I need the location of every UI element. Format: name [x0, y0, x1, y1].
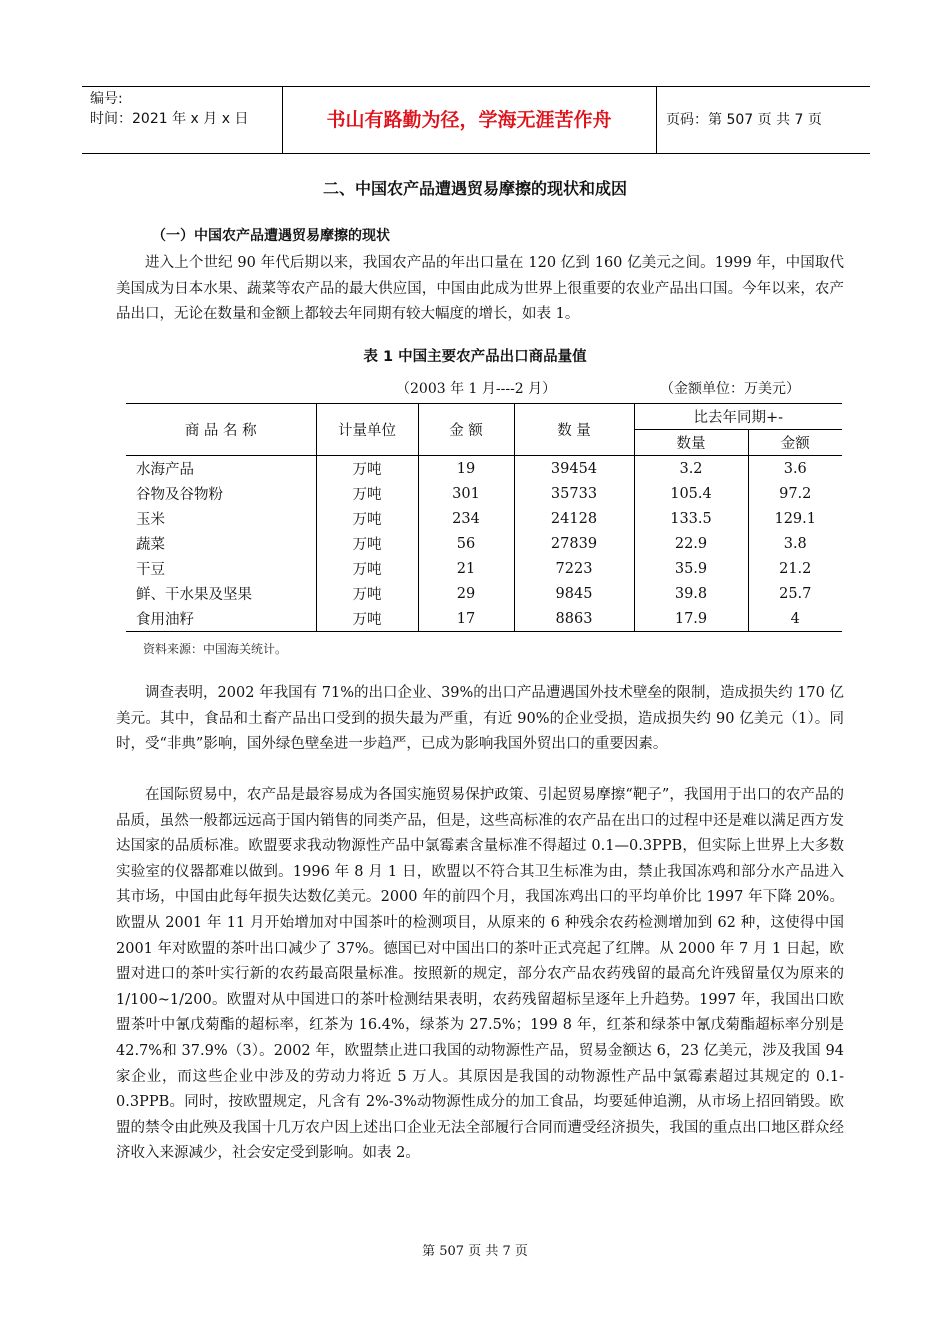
cell-name: 谷物及谷物粉	[126, 481, 316, 506]
header-page-info: 页码：第 507 页 共 7 页	[666, 112, 822, 128]
header-compare: 比去年同期+-	[634, 404, 842, 430]
cell-name: 食用油籽	[126, 606, 316, 632]
header-meta	[90, 89, 248, 129]
table-row	[126, 556, 842, 581]
cell-unit: 万吨	[316, 506, 418, 531]
cell-compare-quantity: 35.9	[634, 556, 748, 581]
intro-paragraph: 进入上个世纪 90 年代后期以来，我国农产品的年出口量在 120 亿到 160 亿美元之间。1999 年，中国取代美国成为日本水果、蔬菜等农产品的最大供应国，中国由此成为世界上很重要的农业产品出口国。今年以来，农产品出口，无论在数量和金额上都较去年同期有较大幅度的增长，如表 1。	[116, 255, 844, 323]
page-header	[82, 86, 870, 154]
cell-name: 干豆	[126, 556, 316, 581]
cell-unit: 万吨	[316, 531, 418, 556]
cell-unit: 万吨	[316, 581, 418, 606]
document-date-label: 时间：2021 年 x 月 x 日	[90, 111, 249, 127]
cell-compare-amount: 129.1	[774, 510, 816, 527]
cell-quantity: 27839	[514, 531, 634, 556]
cell-compare-amount: 3.8	[783, 535, 807, 552]
table-row	[126, 606, 842, 632]
cell-quantity: 9845	[514, 581, 634, 606]
cell-unit: 万吨	[316, 481, 418, 506]
export-table	[126, 403, 842, 632]
table-title: 表 1 中国主要农产品出口商品量值	[363, 349, 587, 365]
cell-compare-quantity: 22.9	[634, 531, 748, 556]
table-source-note: 资料来源：中国海关统计。	[143, 642, 288, 656]
header-quantity: 数 量	[514, 404, 634, 456]
subsection-title: （一）中国农产品遭遇贸易摩擦的现状	[152, 228, 390, 244]
header-amount: 金 额	[418, 404, 514, 456]
cell-amount: 29	[418, 581, 514, 606]
cell-name: 水海产品	[126, 456, 316, 482]
section-title: 二、中国农产品遭遇贸易摩擦的现状和成因	[322, 179, 627, 198]
cell-compare-amount: 97.2	[779, 485, 812, 502]
table-unit-note: （金额单位：万美元）	[660, 381, 800, 397]
cell-amount: 301	[418, 481, 514, 506]
cell-quantity: 8863	[514, 606, 634, 632]
cell-compare-quantity: 39.8	[634, 581, 748, 606]
cell-quantity: 7223	[514, 556, 634, 581]
cell-unit: 万吨	[316, 606, 418, 632]
cell-compare-amount: 4	[748, 606, 842, 632]
cell-quantity: 39454	[514, 456, 634, 482]
cell-amount: 17	[418, 606, 514, 632]
header-unit: 计量单位	[316, 404, 418, 456]
cell-quantity: 35733	[514, 481, 634, 506]
cell-compare-amount: 25.7	[779, 585, 812, 602]
header-divider	[656, 87, 657, 153]
table-row	[126, 506, 842, 531]
cell-unit: 万吨	[316, 456, 418, 482]
cell-quantity: 24128	[514, 506, 634, 531]
cell-amount: 19	[418, 456, 514, 482]
table-row	[126, 581, 842, 606]
table-row	[126, 456, 842, 482]
cell-amount: 56	[418, 531, 514, 556]
document-number-label: 编号:	[90, 91, 123, 107]
cell-name: 蔬菜	[126, 531, 316, 556]
cell-compare-quantity: 133.5	[634, 506, 748, 531]
cell-compare-quantity: 3.2	[634, 456, 748, 482]
header-compare-quantity: 数量	[634, 430, 748, 456]
survey-paragraph: 调查表明，2002 年我国有 71%的出口企业、39%的出口产品遭遇国外技术壁垒的限制，造成损失约 170 亿美元。其中，食品和土畜产品出口受到的损失最为严重，有近 90%的企业受损，造成损失约 90 亿美元（1）。同时，受“非典”影响，国外绿色壁垒进一步趋严，已成为影响我国外贸出口的重要因素。	[116, 685, 844, 753]
cell-compare-amount: 21.2	[779, 560, 812, 577]
cell-amount: 21	[418, 556, 514, 581]
header-motto: 书山有路勤为径，学海无涯苦作舟	[326, 109, 612, 131]
cell-unit: 万吨	[316, 556, 418, 581]
table-header-row	[126, 404, 842, 430]
cell-amount: 234	[418, 506, 514, 531]
page-footer: 第 507 页 共 7 页	[422, 1244, 528, 1259]
header-commodity-name: 商 品 名 称	[126, 404, 316, 456]
cell-compare-quantity: 17.9	[634, 606, 748, 632]
cell-name: 鲜、干水果及坚果	[126, 581, 316, 606]
cell-compare-amount: 3.6	[783, 460, 807, 477]
table-period: （2003 年 1 月----2 月）	[396, 381, 557, 397]
table-row	[126, 481, 842, 506]
header-compare-amount: 金额	[748, 430, 842, 456]
table-row	[126, 531, 842, 556]
cell-compare-quantity: 105.4	[634, 481, 748, 506]
trade-paragraph: 在国际贸易中，农产品是最容易成为各国实施贸易保护政策、引起贸易摩擦“靶子”，我国用于出口的农产品的品质，虽然一般都远远高于国内销售的同类产品，但是，这些高标准的农产品在出口的过程中还是难以满足西方发达国家的品质标准。欧盟要求我动物源性产品中氯霉素含量标准不得超过 0.1—0.3PPB，但实际上世界上大多数实验室的仪器都难以做到。1996 年 8 月 1 日，欧盟以不符合其卫生标准为由，禁止我国冻鸡和部分水产品进入其市场，中国由此每年损失达数亿美元。2000 年的前四个月，我国冻鸡出口的平均单价比 1997 年下降 20%。欧盟从 2001 年 11 月开始增加对中国茶叶的检测项目，从原来的 6 种残余农药检测增加到 62 种，这使得中国 2001 年对欧盟的茶叶出口减少了 37%。德国已对中国出口的茶叶正式亮起了红牌。从 2000 年 7 月 1 日起，欧盟对进口的茶叶实行新的农药最高限量标准。按照新的规定，部分农产品农药残留的最高允许残留量仅为原来的 1/100~1/200。欧盟对从中国进口的茶叶检测结果表明，农药残留超标呈逐年上升趋势。1997 年，我国出口欧盟茶叶中氰戊菊酯的超标率，红茶为 16.4%，绿茶为 27.5%；199 8 年，红茶和绿茶中氰戊菊酯超标率分别是 42.7%和 37.9%（3）。2002 年，欧盟禁止进口我国的动物源性产品，贸易金额达 6，23 亿美元，涉及我国 94 家企业，而这些企业中涉及的劳动力将近 5 万人。其原因是我国的动物源性产品中氯霉素超过其规定的 0.1-0.3PPB。同时，按欧盟规定，凡含有 2%-3%动物源性成分的加工食品，均要延伸追溯，从市场上招回销毁。欧盟的禁令由此殃及我国十几万农户因上述出口企业无法全部履行合同而遭受经济损失，我国的重点出口地区群众经济收入来源减少，社会安定受到影响。如表 2。	[116, 787, 844, 1162]
cell-name: 玉米	[126, 506, 316, 531]
